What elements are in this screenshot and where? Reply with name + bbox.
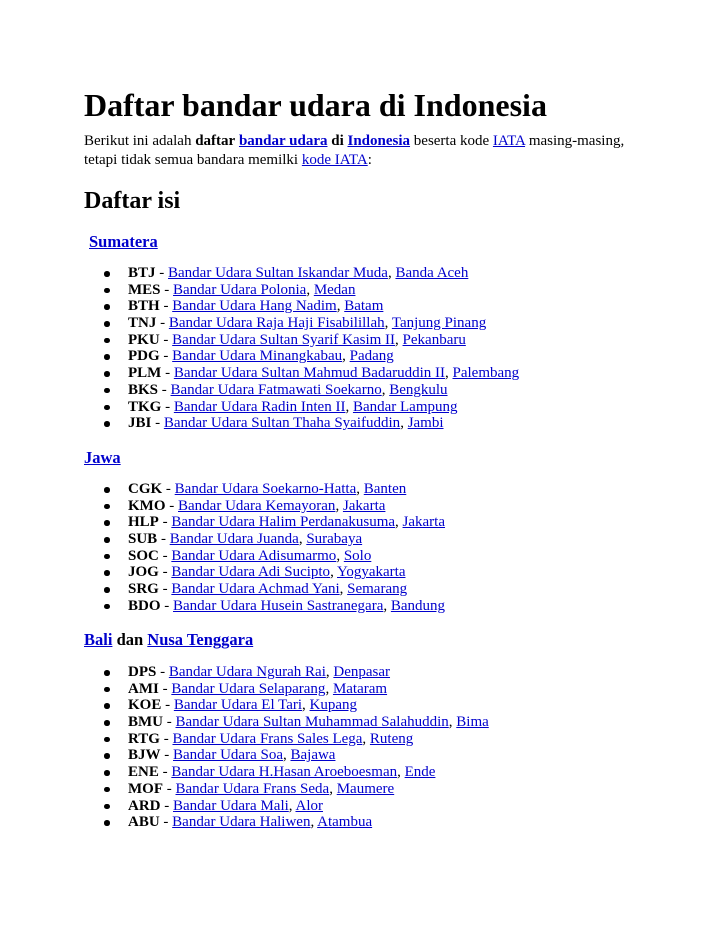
separator: , xyxy=(342,348,350,365)
separator: - xyxy=(155,265,169,281)
separator: - xyxy=(159,298,173,315)
heading-conjunction: dan xyxy=(112,630,148,649)
separator: , xyxy=(400,415,408,432)
airport-item xyxy=(84,265,519,282)
separator: - xyxy=(161,398,174,415)
airport-name-link[interactable]: Bandar Udara Adisumarmo xyxy=(171,547,337,564)
city-link[interactable]: Jakarta xyxy=(402,514,446,531)
separator: , xyxy=(448,714,457,731)
separator: - xyxy=(157,531,170,548)
airport-list-bali-nusa-tenggara xyxy=(84,664,489,831)
airport-name-link[interactable]: Bandar Udara Juanda xyxy=(169,531,299,548)
airport-name-link[interactable]: Bandar Udara Ngurah Rai xyxy=(168,664,326,680)
link-nusa-tenggara[interactable]: Nusa Tenggara xyxy=(147,630,254,649)
airport-code: HLP xyxy=(128,514,159,531)
airport-name-link[interactable]: Bandar Udara Sultan Muhammad Salahuddin xyxy=(175,714,449,731)
airport-name-link[interactable]: Bandar Udara Polonia xyxy=(173,281,307,298)
separator: - xyxy=(158,581,172,598)
separator: , xyxy=(356,481,364,497)
city-link[interactable]: Maumere xyxy=(336,780,395,797)
airport-item xyxy=(84,764,489,781)
separator: , xyxy=(339,581,348,598)
link-iata[interactable]: IATA xyxy=(492,133,526,149)
airport-code: JBI xyxy=(128,415,152,432)
airport-list-sumatera xyxy=(84,265,519,432)
airport-item xyxy=(84,697,489,714)
city-link[interactable]: Denpasar xyxy=(333,664,391,680)
airport-code: MES xyxy=(128,281,161,298)
airport-code: ABU xyxy=(128,814,160,831)
separator: , xyxy=(325,664,334,680)
intro-text: : xyxy=(367,152,372,168)
link-bali[interactable]: Bali xyxy=(84,630,113,649)
separator: , xyxy=(336,547,344,564)
city-link[interactable]: Atambua xyxy=(317,814,373,831)
airport-code: PKU xyxy=(128,331,160,348)
airport-name-link[interactable]: Bandar Udara Soa xyxy=(173,747,283,764)
airport-name-link[interactable]: Bandar Udara Minangkabau xyxy=(172,348,343,365)
separator: - xyxy=(158,514,172,531)
city-link[interactable]: Ruteng xyxy=(369,730,414,747)
airport-name-link[interactable]: Bandar Udara H.Hasan Aroeboesman xyxy=(171,764,398,781)
separator: - xyxy=(158,381,171,398)
airport-item xyxy=(84,315,519,332)
airport-name-link[interactable]: Bandar Udara Halim Perdanakusuma xyxy=(171,514,396,531)
airport-item xyxy=(84,399,519,416)
airport-item xyxy=(84,282,519,299)
airport-item xyxy=(84,382,519,399)
separator: , xyxy=(298,531,307,548)
airport-name-link[interactable]: Bandar Udara Sultan Syarif Kasim II xyxy=(172,331,396,348)
toc-heading: Daftar isi xyxy=(84,188,181,214)
airport-name-link[interactable]: Bandar Udara Fatmawati Soekarno xyxy=(170,381,382,398)
section-heading-bali-nusa-tenggara xyxy=(84,630,253,650)
city-link[interactable]: Alor xyxy=(295,797,323,814)
city-link[interactable]: Semarang xyxy=(347,581,408,598)
airport-item xyxy=(84,548,445,565)
city-link[interactable]: Bima xyxy=(456,714,489,731)
airport-code: ARD xyxy=(128,797,161,814)
city-link[interactable]: Banten xyxy=(363,481,407,497)
city-link[interactable]: Batam xyxy=(344,298,384,315)
airport-item xyxy=(84,581,445,598)
separator: , xyxy=(362,730,370,747)
city-link[interactable]: Bandar Lampung xyxy=(352,398,458,415)
airport-item xyxy=(84,664,489,681)
airport-name-link[interactable]: Bandar Udara Kemayoran xyxy=(178,497,336,514)
link-jawa[interactable]: Jawa xyxy=(84,448,121,467)
link-indonesia[interactable]: Indonesia xyxy=(347,133,411,149)
airport-item xyxy=(84,747,489,764)
airport-name-link[interactable]: Bandar Udara Radin Inten II xyxy=(173,398,346,415)
airport-name-link[interactable]: Bandar Udara Mali xyxy=(173,797,289,814)
separator: - xyxy=(162,481,175,497)
separator: - xyxy=(158,564,172,581)
separator: , xyxy=(445,365,453,382)
airport-code: SRG xyxy=(128,581,159,598)
airport-code: SUB xyxy=(128,531,158,548)
airport-item xyxy=(84,798,489,815)
airport-item xyxy=(84,564,445,581)
intro-bold-daftar: daftar xyxy=(195,133,236,149)
link-sumatera[interactable]: Sumatera xyxy=(89,232,158,251)
airport-item xyxy=(84,498,445,515)
separator: , xyxy=(325,680,333,697)
airport-name-link[interactable]: Bandar Udara Soekarno-Hatta xyxy=(174,481,357,497)
airport-name-link[interactable]: Bandar Udara Husein Sastranegara xyxy=(173,597,384,614)
separator: , xyxy=(288,797,296,814)
airport-item xyxy=(84,514,445,531)
airport-code: ENE xyxy=(128,764,159,781)
city-link[interactable]: Pekanbaru xyxy=(402,331,466,348)
airport-code: BMU xyxy=(128,714,163,731)
airport-code: BTH xyxy=(128,298,160,315)
link-kode-iata[interactable]: kode IATA xyxy=(301,152,368,168)
separator: , xyxy=(336,298,345,315)
separator: - xyxy=(160,747,174,764)
airport-code: TKG xyxy=(128,398,162,415)
separator: - xyxy=(161,365,174,382)
city-link[interactable]: Bengkulu xyxy=(389,381,448,398)
separator: , xyxy=(395,514,403,531)
intro-paragraph xyxy=(84,132,654,170)
city-link[interactable]: Surabaya xyxy=(306,531,363,548)
city-link[interactable]: Tanjung Pinang xyxy=(391,315,487,332)
airport-code: CGK xyxy=(128,481,163,497)
city-link[interactable]: Ende xyxy=(404,764,436,781)
airport-item xyxy=(84,731,489,748)
airport-code: RTG xyxy=(128,730,160,747)
separator: , xyxy=(282,747,291,764)
separator: - xyxy=(161,697,174,714)
airport-code: PDG xyxy=(128,348,160,365)
separator: - xyxy=(156,664,169,680)
separator: , xyxy=(397,764,405,781)
separator: - xyxy=(159,730,173,747)
separator: - xyxy=(160,597,174,614)
airport-code: BJW xyxy=(128,747,161,764)
city-link[interactable]: Bandung xyxy=(390,597,446,614)
intro-text: Berikut ini adalah xyxy=(84,133,196,149)
airport-item xyxy=(84,681,489,698)
separator: , xyxy=(383,597,391,614)
airport-item xyxy=(84,781,489,798)
airport-name-link[interactable]: Bandar Udara Sultan Mahmud Badaruddin II xyxy=(173,365,446,382)
intro-text: masing-masing, tetapi tidak semua bandara memilki xyxy=(84,133,625,168)
city-link[interactable]: Medan xyxy=(313,281,356,298)
separator: , xyxy=(306,281,314,298)
section-heading-sumatera xyxy=(89,232,158,252)
separator: , xyxy=(345,398,353,415)
separator: - xyxy=(163,780,176,797)
city-link[interactable]: Mataram xyxy=(332,680,388,697)
airport-item xyxy=(84,332,519,349)
intro-text: beserta kode xyxy=(410,133,493,149)
separator: , xyxy=(381,381,390,398)
airport-code: AMI xyxy=(128,680,159,697)
separator: - xyxy=(158,547,172,564)
airport-code: MOF xyxy=(128,780,163,797)
airport-code: BDO xyxy=(128,597,161,614)
airport-item xyxy=(84,714,489,731)
separator: , xyxy=(335,497,343,514)
city-link[interactable]: Bajawa xyxy=(290,747,336,764)
airport-code: SOC xyxy=(128,547,159,564)
airport-item xyxy=(84,348,519,365)
separator: - xyxy=(151,415,164,432)
airport-code: BKS xyxy=(128,381,159,398)
city-link[interactable]: Padang xyxy=(349,348,394,365)
separator: , xyxy=(310,814,318,831)
airport-name-link[interactable]: Bandar Udara Sultan Iskandar Muda xyxy=(168,265,388,281)
city-link[interactable]: Jakarta xyxy=(342,497,386,514)
airport-code: KMO xyxy=(128,497,166,514)
section-heading-jawa xyxy=(84,448,121,468)
separator: , xyxy=(395,331,403,348)
page-title: Daftar bandar udara di Indonesia xyxy=(84,87,547,123)
airport-name-link[interactable]: Bandar Udara El Tari xyxy=(173,697,303,714)
separator: - xyxy=(158,680,172,697)
airport-code: PLM xyxy=(128,365,162,382)
airport-code: BTJ xyxy=(128,265,156,281)
airport-name-link[interactable]: Bandar Udara Adi Sucipto xyxy=(171,564,331,581)
airport-name-link[interactable]: Bandar Udara Achmad Yani xyxy=(171,581,340,598)
airport-code: TNJ xyxy=(128,315,157,332)
airport-name-link[interactable]: Bandar Udara Sultan Thaha Syaifuddin xyxy=(163,415,401,432)
separator: - xyxy=(163,714,176,731)
separator: , xyxy=(302,697,310,714)
airport-list-jawa xyxy=(84,481,445,615)
airport-name-link[interactable]: Bandar Udara Selaparang xyxy=(171,680,326,697)
airport-item xyxy=(84,298,519,315)
airport-name-link[interactable]: Bandar Udara Frans Seda xyxy=(175,780,330,797)
separator: - xyxy=(156,315,169,332)
airport-name-link[interactable]: Bandar Udara Raja Haji Fisabilillah xyxy=(168,315,385,332)
airport-item xyxy=(84,365,519,382)
separator: - xyxy=(159,331,173,348)
city-link[interactable]: Jambi xyxy=(407,415,444,432)
city-link[interactable]: Palembang xyxy=(452,365,520,382)
airport-item xyxy=(84,598,445,615)
airport-name-link[interactable]: Bandar Udara Frans Sales Lega xyxy=(172,730,363,747)
airport-item xyxy=(84,531,445,548)
separator: - xyxy=(165,497,178,514)
airport-item xyxy=(84,481,445,498)
separator: , xyxy=(387,265,396,281)
airport-code: DPS xyxy=(128,664,157,680)
separator: , xyxy=(329,780,337,797)
separator: - xyxy=(159,814,173,831)
city-link[interactable]: Solo xyxy=(343,547,372,564)
separator: , xyxy=(330,564,338,581)
separator: - xyxy=(160,281,174,298)
airport-code: JOG xyxy=(128,564,159,581)
airport-code: KOE xyxy=(128,697,162,714)
separator: - xyxy=(158,764,172,781)
city-link[interactable]: Banda Aceh xyxy=(395,265,469,281)
airport-item xyxy=(84,814,489,831)
city-link[interactable]: Yogyakarta xyxy=(337,564,406,581)
city-link[interactable]: Kupang xyxy=(309,697,358,714)
separator: - xyxy=(160,797,173,814)
link-bandar-udara[interactable]: bandar udara xyxy=(238,133,328,149)
airport-name-link[interactable]: Bandar Udara Hang Nadim xyxy=(172,298,337,315)
separator: , xyxy=(384,315,392,332)
airport-item xyxy=(84,415,519,432)
airport-name-link[interactable]: Bandar Udara Haliwen xyxy=(172,814,311,831)
separator: - xyxy=(159,348,173,365)
intro-bold-di: di xyxy=(327,133,348,149)
